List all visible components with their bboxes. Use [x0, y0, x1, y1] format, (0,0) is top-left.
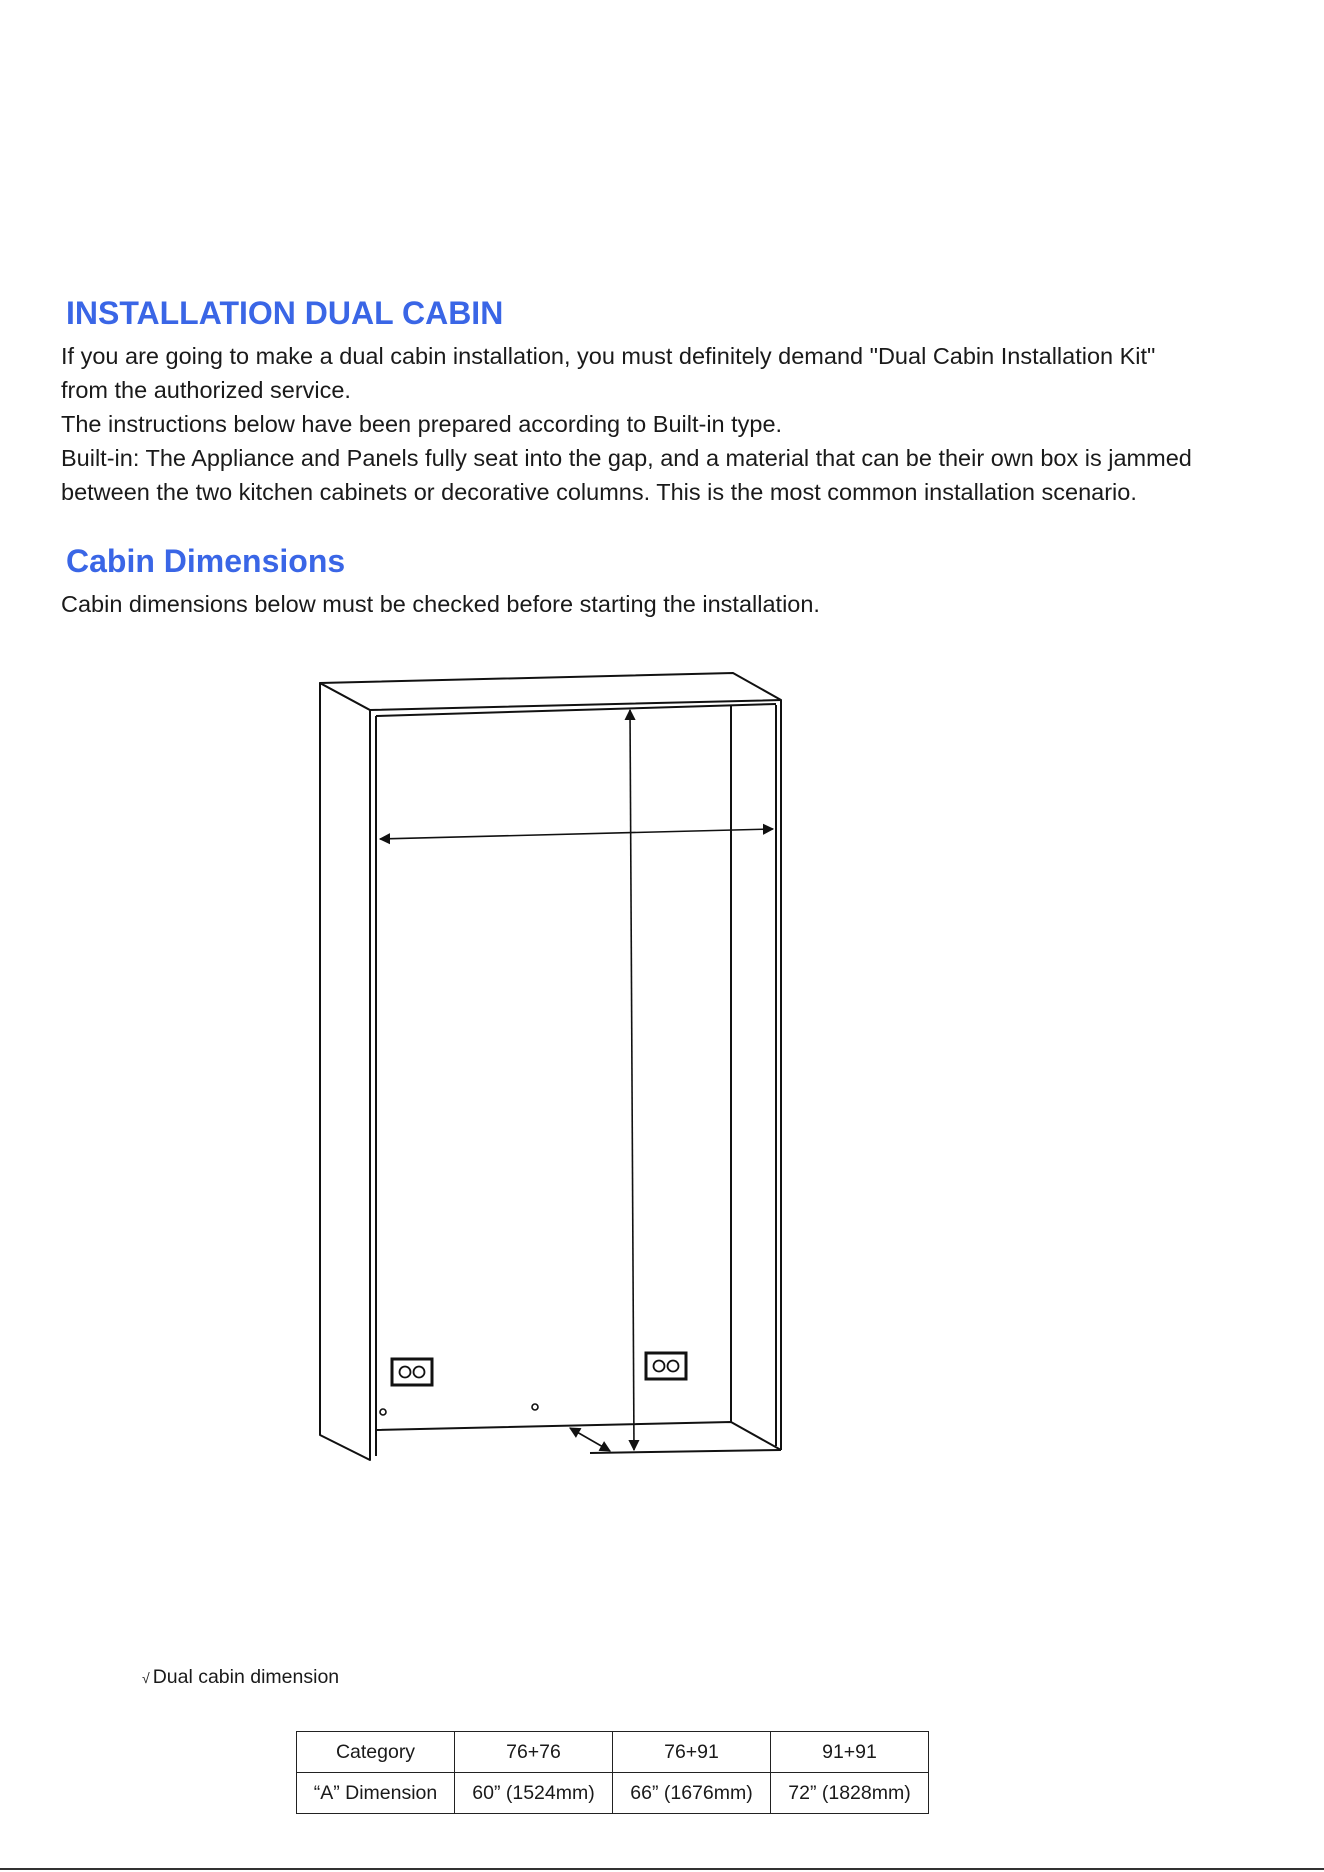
table-caption [142, 1666, 339, 1689]
table-cell: “A” Dimension [297, 1773, 455, 1814]
text-line: between the two kitchen cabinets or decorative columns. This is the most common installation scenario. [61, 479, 1137, 505]
caption-text: Dual cabin dimension [152, 1666, 340, 1688]
table-cell: 91+91 [771, 1732, 929, 1773]
page-bottom-rule [0, 1868, 1324, 1870]
floor-hole [532, 1404, 538, 1410]
text-line: Cabin dimensions below must be checked before starting the installation. [61, 591, 820, 617]
section-title-installation: INSTALLATION DUAL CABIN [66, 295, 504, 331]
table-cell: 76+91 [613, 1732, 771, 1773]
section-title-cabin-dimensions: Cabin Dimensions [66, 543, 346, 579]
checkmark-icon: √ [142, 1670, 150, 1686]
text-line: Built-in: The Appliance and Panels fully seat into the gap, and a material that can be their own box is jammed [61, 445, 1192, 471]
text-line: The instructions below have been prepared according to Built-in type. [61, 411, 783, 437]
dimension-table [296, 1731, 929, 1814]
cabin-dimensions-intro [61, 587, 1291, 621]
table-row [297, 1732, 929, 1773]
cabinet-outline [320, 673, 781, 1460]
cabin-diagram [300, 660, 800, 1480]
power-outlet-left [392, 1359, 432, 1385]
text-line: from the authorized service. [61, 377, 351, 403]
floor-hole [380, 1409, 386, 1415]
table-row [297, 1773, 929, 1814]
table-cell: 76+76 [455, 1732, 613, 1773]
installation-text [61, 339, 1291, 509]
power-outlet-right [646, 1353, 686, 1379]
dimension-arrows [380, 710, 773, 1451]
table-cell: Category [297, 1732, 455, 1773]
table-cell: 60” (1524mm) [455, 1773, 613, 1814]
text-line: If you are going to make a dual cabin installation, you must definitely demand "Dual Cabin Installation Kit" [61, 343, 1156, 369]
table-cell: 72” (1828mm) [771, 1773, 929, 1814]
table-cell: 66” (1676mm) [613, 1773, 771, 1814]
